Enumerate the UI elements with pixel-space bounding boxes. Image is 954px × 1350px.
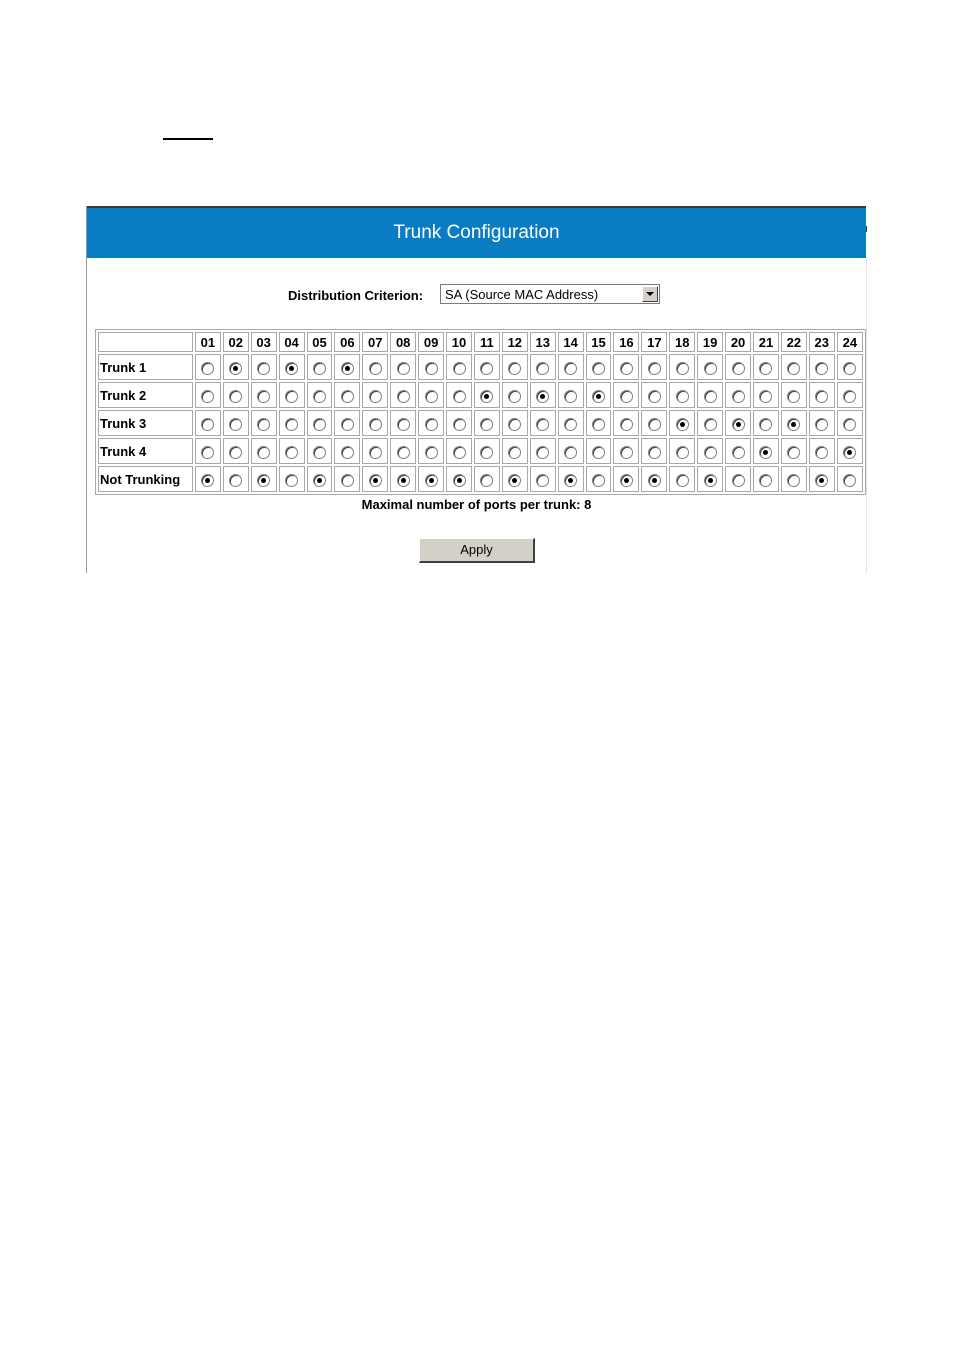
radio-button-port-10[interactable] <box>453 446 466 459</box>
radio-button-port-07[interactable] <box>369 474 382 487</box>
port-cell <box>251 438 277 464</box>
radio-button-port-23[interactable] <box>815 362 828 375</box>
port-cell <box>418 438 444 464</box>
radio-button-port-22[interactable] <box>787 474 800 487</box>
radio-button-port-01[interactable] <box>201 446 214 459</box>
table-row <box>98 354 863 380</box>
radio-button-port-04[interactable] <box>285 390 298 403</box>
radio-button-port-07[interactable] <box>369 362 382 375</box>
distribution-criterion-value: SA (Source MAC Address) <box>445 287 599 302</box>
radio-button-port-12[interactable] <box>508 390 521 403</box>
row-label: Not Trunking <box>98 466 193 492</box>
radio-button-port-20[interactable] <box>732 362 745 375</box>
radio-button-port-21[interactable] <box>759 362 772 375</box>
port-cell <box>558 410 584 436</box>
radio-button-port-24[interactable] <box>843 474 856 487</box>
radio-button-port-08[interactable] <box>397 474 410 487</box>
port-cell <box>307 354 333 380</box>
radio-button-port-06[interactable] <box>341 418 354 431</box>
port-cell <box>669 438 695 464</box>
distribution-criterion-label: Distribution Criterion: <box>288 288 424 303</box>
port-cell <box>223 466 249 492</box>
port-cell <box>753 410 779 436</box>
radio-button-port-11[interactable] <box>480 474 493 487</box>
radio-button-port-10[interactable] <box>453 474 466 487</box>
radio-button-port-10[interactable] <box>453 390 466 403</box>
radio-button-port-15[interactable] <box>592 362 605 375</box>
port-cell <box>586 410 612 436</box>
port-cell <box>558 438 584 464</box>
radio-button-port-17[interactable] <box>648 390 661 403</box>
port-cell <box>781 410 807 436</box>
port-cell <box>251 466 277 492</box>
port-cell <box>837 354 863 380</box>
port-cell <box>251 382 277 408</box>
panel-title-bar <box>87 206 866 258</box>
port-cell <box>586 438 612 464</box>
port-cell <box>307 410 333 436</box>
port-cell <box>279 354 305 380</box>
port-cell <box>195 410 221 436</box>
port-cell <box>362 466 388 492</box>
port-cell <box>474 382 500 408</box>
radio-button-port-14[interactable] <box>564 446 577 459</box>
port-cell <box>641 410 667 436</box>
trunk-port-table <box>95 329 866 495</box>
port-header-15: 15 <box>586 332 612 352</box>
port-cell <box>362 354 388 380</box>
port-cell <box>279 466 305 492</box>
radio-button-port-09[interactable] <box>425 474 438 487</box>
radio-button-port-12[interactable] <box>508 474 521 487</box>
port-header-02: 02 <box>223 332 249 352</box>
port-cell <box>725 382 751 408</box>
apply-button[interactable]: Apply <box>419 538 535 563</box>
port-cell <box>697 410 723 436</box>
port-cell <box>390 410 416 436</box>
port-cell <box>669 354 695 380</box>
radio-button-port-06[interactable] <box>341 446 354 459</box>
port-cell <box>334 466 360 492</box>
radio-button-port-18[interactable] <box>676 474 689 487</box>
radio-button-port-19[interactable] <box>704 390 717 403</box>
radio-button-port-12[interactable] <box>508 362 521 375</box>
port-cell <box>781 354 807 380</box>
radio-button-port-03[interactable] <box>257 446 270 459</box>
radio-button-port-11[interactable] <box>480 418 493 431</box>
port-cell <box>558 466 584 492</box>
radio-button-port-23[interactable] <box>815 390 828 403</box>
port-cell <box>223 438 249 464</box>
panel-title: Trunk Configuration <box>393 222 560 243</box>
distribution-criterion-select[interactable] <box>440 284 660 304</box>
radio-button-port-10[interactable] <box>453 418 466 431</box>
port-header-08: 08 <box>390 332 416 352</box>
port-cell <box>446 438 472 464</box>
port-header-16: 16 <box>613 332 639 352</box>
radio-button-port-06[interactable] <box>341 362 354 375</box>
port-cell <box>586 354 612 380</box>
radio-button-port-08[interactable] <box>397 362 410 375</box>
radio-button-port-23[interactable] <box>815 446 828 459</box>
radio-button-port-01[interactable] <box>201 362 214 375</box>
radio-button-port-01[interactable] <box>201 418 214 431</box>
port-cell <box>613 410 639 436</box>
port-cell <box>279 438 305 464</box>
port-cell <box>725 410 751 436</box>
panel-edge <box>866 258 867 573</box>
port-header-03: 03 <box>251 332 277 352</box>
radio-button-port-14[interactable] <box>564 390 577 403</box>
radio-button-port-19[interactable] <box>704 446 717 459</box>
port-cell <box>530 382 556 408</box>
port-cell <box>474 354 500 380</box>
port-header-09: 09 <box>418 332 444 352</box>
radio-button-port-09[interactable] <box>425 446 438 459</box>
port-cell <box>586 466 612 492</box>
port-cell <box>641 438 667 464</box>
port-cell <box>334 410 360 436</box>
radio-button-port-24[interactable] <box>843 446 856 459</box>
port-cell <box>195 354 221 380</box>
radio-button-port-16[interactable] <box>620 390 633 403</box>
port-cell <box>781 438 807 464</box>
port-header-13: 13 <box>530 332 556 352</box>
port-cell <box>753 466 779 492</box>
radio-button-port-06[interactable] <box>341 390 354 403</box>
port-cell <box>781 382 807 408</box>
port-cell <box>641 382 667 408</box>
radio-button-port-02[interactable] <box>229 390 242 403</box>
port-cell <box>641 354 667 380</box>
port-cell <box>223 354 249 380</box>
port-cell <box>446 354 472 380</box>
table-row <box>98 438 863 464</box>
port-header-11: 11 <box>474 332 500 352</box>
radio-button-port-02[interactable] <box>229 446 242 459</box>
port-cell <box>558 354 584 380</box>
port-cell <box>390 466 416 492</box>
port-header-06: 06 <box>334 332 360 352</box>
radio-button-port-03[interactable] <box>257 362 270 375</box>
port-header-10: 10 <box>446 332 472 352</box>
port-cell <box>418 382 444 408</box>
radio-button-port-20[interactable] <box>732 446 745 459</box>
port-cell <box>530 466 556 492</box>
port-cell <box>307 466 333 492</box>
port-cell <box>613 382 639 408</box>
radio-button-port-01[interactable] <box>201 474 214 487</box>
radio-button-port-16[interactable] <box>620 446 633 459</box>
radio-button-port-12[interactable] <box>508 446 521 459</box>
radio-button-port-04[interactable] <box>285 446 298 459</box>
port-cell <box>390 382 416 408</box>
port-cell <box>474 466 500 492</box>
port-header-20: 20 <box>725 332 751 352</box>
port-cell <box>697 466 723 492</box>
port-cell <box>558 382 584 408</box>
port-cell <box>502 438 528 464</box>
radio-button-port-05[interactable] <box>313 418 326 431</box>
port-cell <box>725 438 751 464</box>
port-cell <box>502 410 528 436</box>
port-cell <box>809 438 835 464</box>
port-cell <box>446 382 472 408</box>
port-header-12: 12 <box>502 332 528 352</box>
radio-button-port-23[interactable] <box>815 418 828 431</box>
radio-button-port-09[interactable] <box>425 390 438 403</box>
radio-button-port-17[interactable] <box>648 362 661 375</box>
radio-button-port-21[interactable] <box>759 474 772 487</box>
radio-button-port-07[interactable] <box>369 418 382 431</box>
radio-button-port-04[interactable] <box>285 362 298 375</box>
radio-button-port-03[interactable] <box>257 474 270 487</box>
radio-button-port-13[interactable] <box>536 390 549 403</box>
radio-button-port-24[interactable] <box>843 362 856 375</box>
port-cell <box>390 354 416 380</box>
port-cell <box>223 410 249 436</box>
radio-button-port-16[interactable] <box>620 362 633 375</box>
port-cell <box>195 466 221 492</box>
port-header-19: 19 <box>697 332 723 352</box>
row-label: Trunk 4 <box>98 438 193 464</box>
row-label: Trunk 1 <box>98 354 193 380</box>
radio-button-port-01[interactable] <box>201 390 214 403</box>
radio-button-port-03[interactable] <box>257 390 270 403</box>
radio-button-port-17[interactable] <box>648 418 661 431</box>
port-cell <box>669 410 695 436</box>
port-cell <box>837 382 863 408</box>
port-cell <box>223 382 249 408</box>
port-cell <box>251 410 277 436</box>
radio-button-port-21[interactable] <box>759 418 772 431</box>
port-header-18: 18 <box>669 332 695 352</box>
radio-button-port-07[interactable] <box>369 446 382 459</box>
port-cell <box>502 382 528 408</box>
radio-button-port-18[interactable] <box>676 362 689 375</box>
port-cell <box>446 466 472 492</box>
radio-button-port-18[interactable] <box>676 418 689 431</box>
port-cell <box>669 382 695 408</box>
port-cell <box>307 382 333 408</box>
radio-button-port-10[interactable] <box>453 362 466 375</box>
port-header-14: 14 <box>558 332 584 352</box>
radio-button-port-23[interactable] <box>815 474 828 487</box>
radio-button-port-09[interactable] <box>425 362 438 375</box>
radio-button-port-13[interactable] <box>536 362 549 375</box>
radio-button-port-13[interactable] <box>536 446 549 459</box>
radio-button-port-11[interactable] <box>480 362 493 375</box>
port-cell <box>418 354 444 380</box>
port-cell <box>334 438 360 464</box>
port-cell <box>474 410 500 436</box>
port-cell <box>753 382 779 408</box>
radio-button-port-22[interactable] <box>787 362 800 375</box>
port-header-04: 04 <box>279 332 305 352</box>
radio-button-port-05[interactable] <box>313 390 326 403</box>
radio-button-port-06[interactable] <box>341 474 354 487</box>
port-cell <box>418 410 444 436</box>
port-cell <box>725 354 751 380</box>
radio-button-port-15[interactable] <box>592 474 605 487</box>
port-cell <box>502 354 528 380</box>
table-row <box>98 466 863 492</box>
port-header-22: 22 <box>781 332 807 352</box>
radio-button-port-22[interactable] <box>787 418 800 431</box>
port-cell <box>809 354 835 380</box>
port-cell <box>362 438 388 464</box>
radio-button-port-15[interactable] <box>592 418 605 431</box>
port-cell <box>697 438 723 464</box>
port-cell <box>753 354 779 380</box>
port-header-row <box>98 332 863 352</box>
radio-button-port-05[interactable] <box>313 474 326 487</box>
port-cell <box>697 382 723 408</box>
port-cell <box>362 410 388 436</box>
port-cell <box>669 466 695 492</box>
port-cell <box>809 382 835 408</box>
top-underline <box>163 138 213 140</box>
radio-button-port-11[interactable] <box>480 446 493 459</box>
row-label: Trunk 2 <box>98 382 193 408</box>
radio-button-port-05[interactable] <box>313 362 326 375</box>
title-bar-edge-mark <box>866 226 867 232</box>
radio-button-port-24[interactable] <box>843 390 856 403</box>
port-cell <box>613 438 639 464</box>
radio-button-port-19[interactable] <box>704 418 717 431</box>
port-cell <box>641 466 667 492</box>
radio-button-port-18[interactable] <box>676 390 689 403</box>
radio-button-port-19[interactable] <box>704 362 717 375</box>
port-cell <box>279 382 305 408</box>
port-cell <box>530 438 556 464</box>
port-cell <box>613 466 639 492</box>
radio-button-port-21[interactable] <box>759 390 772 403</box>
table-row <box>98 382 863 408</box>
port-cell <box>530 410 556 436</box>
port-cell <box>446 410 472 436</box>
radio-button-port-20[interactable] <box>732 474 745 487</box>
port-header-21: 21 <box>753 332 779 352</box>
radio-button-port-20[interactable] <box>732 418 745 431</box>
port-cell <box>334 382 360 408</box>
port-cell <box>195 438 221 464</box>
radio-button-port-19[interactable] <box>704 474 717 487</box>
port-header-17: 17 <box>641 332 667 352</box>
radio-button-port-22[interactable] <box>787 446 800 459</box>
radio-button-port-20[interactable] <box>732 390 745 403</box>
port-cell <box>837 438 863 464</box>
radio-button-port-22[interactable] <box>787 390 800 403</box>
radio-button-port-24[interactable] <box>843 418 856 431</box>
radio-button-port-15[interactable] <box>592 446 605 459</box>
port-cell <box>334 354 360 380</box>
port-cell <box>502 466 528 492</box>
port-cell <box>809 466 835 492</box>
radio-button-port-09[interactable] <box>425 418 438 431</box>
radio-button-port-04[interactable] <box>285 418 298 431</box>
port-header-24: 24 <box>837 332 863 352</box>
radio-button-port-17[interactable] <box>648 474 661 487</box>
port-header-23: 23 <box>809 332 835 352</box>
radio-button-port-18[interactable] <box>676 446 689 459</box>
port-cell <box>390 438 416 464</box>
radio-button-port-04[interactable] <box>285 474 298 487</box>
radio-button-port-02[interactable] <box>229 362 242 375</box>
port-cell <box>474 438 500 464</box>
trunk-table-body <box>98 354 863 492</box>
radio-button-port-02[interactable] <box>229 474 242 487</box>
port-cell <box>530 354 556 380</box>
radio-button-port-15[interactable] <box>592 390 605 403</box>
port-header-07: 07 <box>362 332 388 352</box>
radio-button-port-08[interactable] <box>397 446 410 459</box>
radio-button-port-13[interactable] <box>536 418 549 431</box>
max-ports-note: Maximal number of ports per trunk: 8 <box>361 497 592 512</box>
port-cell <box>362 382 388 408</box>
port-cell <box>837 410 863 436</box>
port-cell <box>613 354 639 380</box>
radio-button-port-17[interactable] <box>648 446 661 459</box>
radio-button-port-16[interactable] <box>620 418 633 431</box>
radio-button-port-03[interactable] <box>257 418 270 431</box>
port-cell <box>781 466 807 492</box>
port-cell <box>307 438 333 464</box>
radio-button-port-16[interactable] <box>620 474 633 487</box>
radio-button-port-13[interactable] <box>536 474 549 487</box>
port-cell <box>753 438 779 464</box>
row-label: Trunk 3 <box>98 410 193 436</box>
port-header-01: 01 <box>195 332 221 352</box>
port-cell <box>725 466 751 492</box>
radio-button-port-07[interactable] <box>369 390 382 403</box>
port-cell <box>418 466 444 492</box>
radio-button-port-14[interactable] <box>564 474 577 487</box>
port-cell <box>837 466 863 492</box>
radio-button-port-08[interactable] <box>397 418 410 431</box>
port-header-05: 05 <box>307 332 333 352</box>
chevron-down-icon[interactable] <box>642 286 658 302</box>
port-cell <box>279 410 305 436</box>
radio-button-port-11[interactable] <box>480 390 493 403</box>
radio-button-port-08[interactable] <box>397 390 410 403</box>
port-cell <box>809 410 835 436</box>
table-corner-cell <box>98 332 193 352</box>
port-cell <box>251 354 277 380</box>
port-cell <box>697 354 723 380</box>
radio-button-port-14[interactable] <box>564 362 577 375</box>
trunk-config-panel <box>86 206 866 573</box>
radio-button-port-05[interactable] <box>313 446 326 459</box>
radio-button-port-21[interactable] <box>759 446 772 459</box>
port-cell <box>586 382 612 408</box>
radio-button-port-14[interactable] <box>564 418 577 431</box>
port-cell <box>195 382 221 408</box>
radio-button-port-02[interactable] <box>229 418 242 431</box>
radio-button-port-12[interactable] <box>508 418 521 431</box>
distribution-criterion-row <box>87 284 866 308</box>
table-row <box>98 410 863 436</box>
